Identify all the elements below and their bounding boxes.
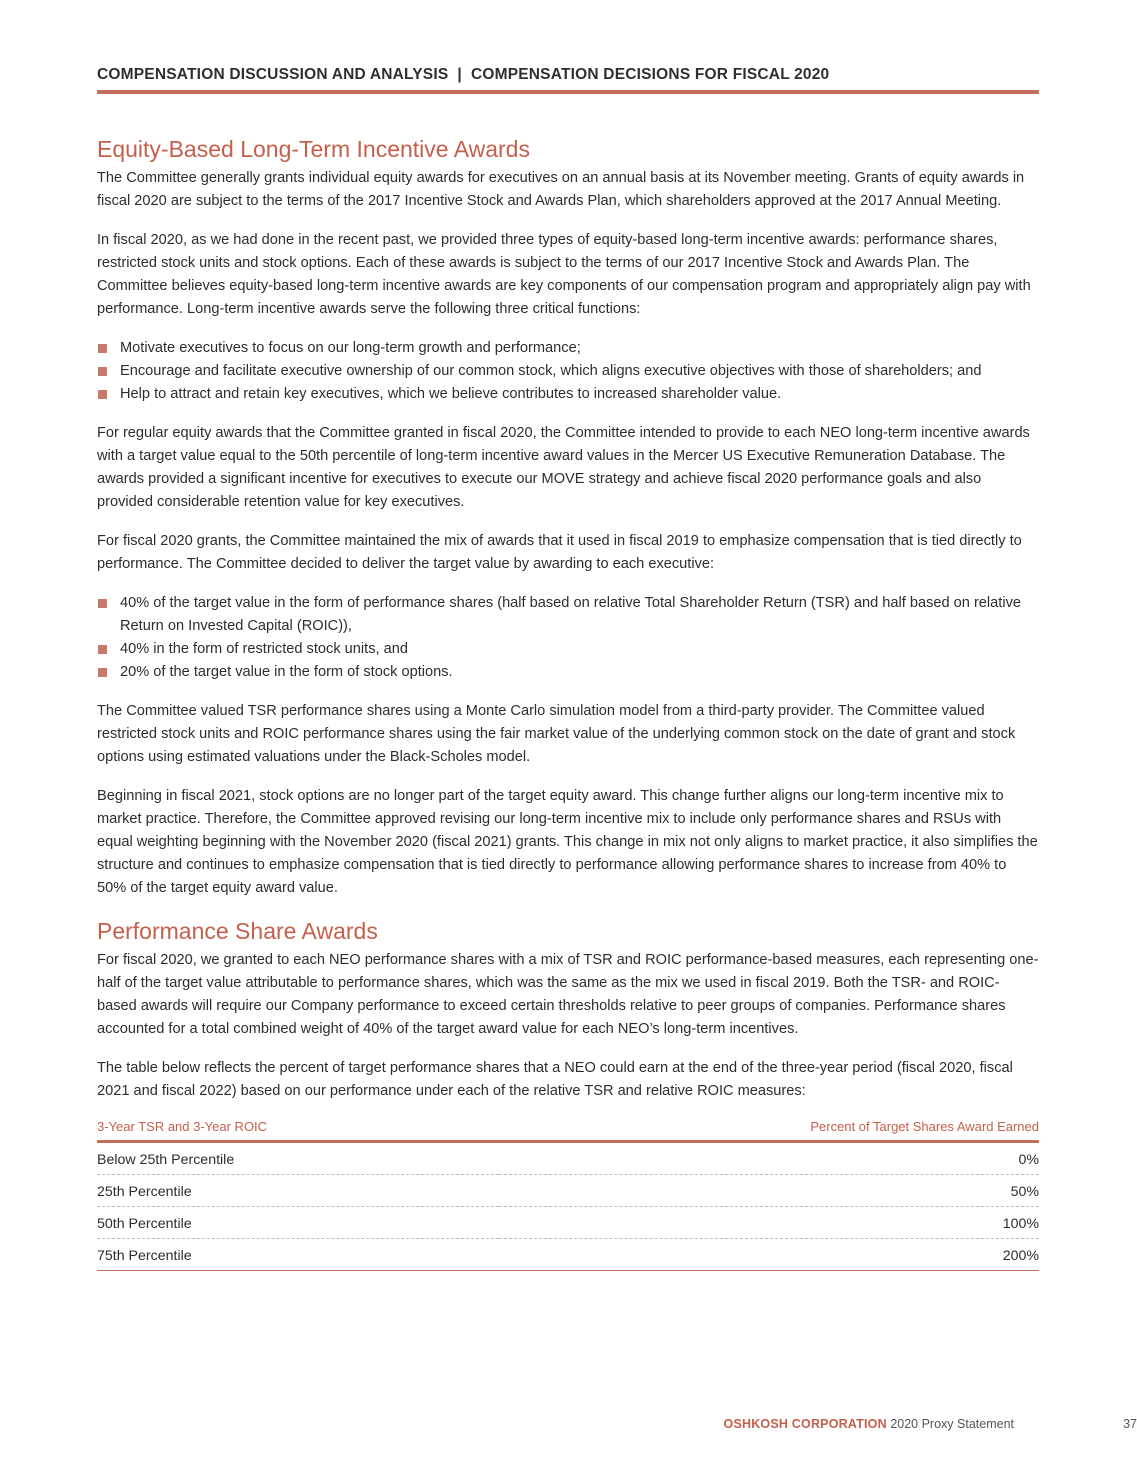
paragraph: In fiscal 2020, as we had done in the recent past, we provided three types of equity-based long-term incentive awards: performance shares, restricted stock units and stock options. Each of these awards is subject to the terms of our 2017 Incentive Stock and Awards Plan. The Committee believes equity-based long-term incentive awards are key components of our compensation program and appropriately align pay with performance. Long-term incentive awards serve the following three critical functions:: [97, 232, 1031, 317]
list-item-text: 40% of the target value in the form of performance shares (half based on relative Total Shareholder Return (TSR) and half based on relative Return on Invested Capital (ROIC)),: [120, 595, 1021, 634]
list-item-text: Encourage and facilitate executive ownership of our common stock, which aligns executive objectives with those of shareholders; and: [120, 363, 982, 379]
square-bullet-icon: [98, 599, 107, 608]
column-header-measure: 3-Year TSR and 3-Year ROIC: [97, 1119, 499, 1142]
row-label: 25th Percentile: [97, 1175, 499, 1207]
header-separator: |: [457, 66, 462, 83]
square-bullet-icon: [98, 645, 107, 654]
row-value: 200%: [499, 1239, 1039, 1271]
header-subsection: COMPENSATION DECISIONS FOR FISCAL 2020: [470, 66, 830, 83]
column-header-percent-earned: Percent of Target Shares Award Earned: [499, 1119, 1039, 1142]
list-item: [97, 383, 1039, 406]
paragraph: The Committee valued TSR performance shares using a Monte Carlo simulation model from a third-party provider. The Committee valued restricted stock units and ROIC performance shares using the fair market value of the underlying common stock on the date of grant and stock options using estimated valuations under the Black-Scholes model.: [97, 703, 1016, 765]
bullet-list-award-mix: [97, 592, 1039, 684]
row-label: 50th Percentile: [97, 1207, 499, 1239]
row-value: 0%: [499, 1142, 1039, 1175]
row-label: Below 25th Percentile: [97, 1142, 499, 1175]
main-content: [97, 134, 1039, 1271]
table-row: [97, 1142, 1039, 1175]
list-item-text: Motivate executives to focus on our long-term growth and performance;: [120, 340, 581, 356]
table-row: [97, 1207, 1039, 1239]
table-row: [97, 1175, 1039, 1207]
list-item: [97, 337, 1039, 360]
company-name: OSHKOSH CORPORATION: [723, 1417, 887, 1431]
bullet-list-functions: [97, 337, 1039, 406]
list-item-text: Help to attract and retain key executives, which we believe contributes to increased shareholder value.: [120, 386, 782, 402]
section-title-performance-shares: Performance Share Awards: [97, 918, 378, 944]
row-value: 100%: [499, 1207, 1039, 1239]
list-item: [97, 592, 1039, 638]
paragraph: For fiscal 2020, we granted to each NEO performance shares with a mix of TSR and ROIC performance-based measures, each representing one-half of the target value attributable to performance shares, which was the same as the mix we used in fiscal 2019. Both the TSR- and ROIC-based awards will require our Company performance to exceed certain thresholds relative to peer groups of companies. Performance shares accounted for a total combined weight of 40% of the target award value for each NEO’s long-term incentives.: [97, 952, 1039, 1037]
square-bullet-icon: [98, 668, 107, 677]
list-item: [97, 360, 1039, 383]
paragraph: The Committee generally grants individual equity awards for executives on an annual basis at its November meeting. Grants of equity awards in fiscal 2020 are subject to the terms of the 2017 Incentive Stock and Awards Plan, which shareholders approved at the 2017 Annual Meeting.: [97, 170, 1025, 209]
list-item-text: 20% of the target value in the form of stock options.: [120, 664, 453, 680]
paragraph: For fiscal 2020 grants, the Committee maintained the mix of awards that it used in fiscal 2019 to emphasize compensation that is tied directly to performance. The Committee decided to deliver the target value by awarding to each executive:: [97, 533, 1022, 572]
list-item-text: 40% in the form of restricted stock units, and: [120, 641, 408, 657]
list-item: [97, 661, 1039, 684]
header-section: COMPENSATION DISCUSSION AND ANALYSIS: [97, 66, 449, 83]
page-header: [97, 66, 1039, 94]
square-bullet-icon: [98, 367, 107, 376]
list-item: [97, 638, 1039, 661]
paragraph: For regular equity awards that the Committee granted in fiscal 2020, the Committee intended to provide to each NEO long-term incentive awards with a target value equal to the 50th percentile of long-term incentive award values in the Mercer US Executive Remuneration Database. The awards provided a significant incentive for executives to execute our MOVE strategy and achieve fiscal 2020 performance goals and also provided considerable retention value for key executives.: [97, 425, 1030, 510]
row-label: 75th Percentile: [97, 1239, 499, 1271]
square-bullet-icon: [98, 390, 107, 399]
performance-share-table: [97, 1119, 1039, 1271]
table-row: [97, 1239, 1039, 1271]
paragraph: Beginning in fiscal 2021, stock options are no longer part of the target equity award. This change further aligns our long-term incentive mix to market practice. Therefore, the Committee approved revising our long-term incentive mix to include only performance shares and RSUs with equal weighting beginning with the November 2020 (fiscal 2021) grants. This change in mix not only aligns to market practice, it also simplifies the structure and continues to emphasize compensation that is tied directly to performance allowing performance shares to increase from 40% to 50% of the target equity award value.: [97, 788, 1038, 896]
row-value: 50%: [499, 1175, 1039, 1207]
square-bullet-icon: [98, 344, 107, 353]
page-number: 37: [1123, 1417, 1137, 1431]
section-title-equity-awards: Equity-Based Long-Term Incentive Awards: [97, 136, 530, 162]
document-name: 2020 Proxy Statement: [890, 1417, 1014, 1431]
paragraph: The table below reflects the percent of target performance shares that a NEO could earn at the end of the three-year period (fiscal 2020, fiscal 2021 and fiscal 2022) based on our performance under each of the relative TSR and relative ROIC measures:: [97, 1060, 1013, 1099]
footer-company: [724, 1417, 1014, 1431]
table-header-row: [97, 1119, 1039, 1142]
